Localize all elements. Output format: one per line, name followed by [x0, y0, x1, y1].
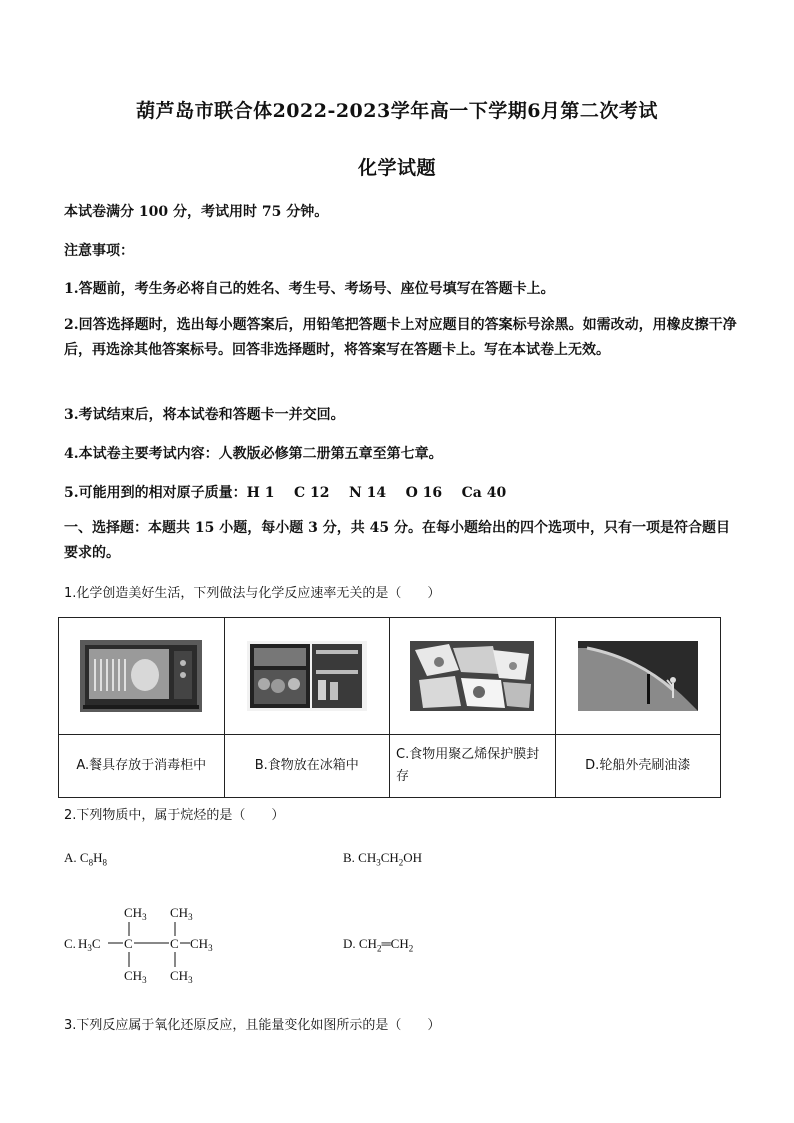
option-c-image-cell — [390, 618, 556, 735]
formula-subscript: 2 — [408, 943, 414, 954]
formula-subscript: 8 — [88, 857, 94, 868]
right-ch3: $CH_3$ — [190, 936, 213, 953]
question-1-stem: 1.化学创造美好生活，下列做法与化学反应速率无关的是（ ） — [64, 586, 441, 601]
note-3: 3.考试结束后，将本试卷和答题卡一并交回。 — [64, 407, 345, 423]
disinfection-cabinet-photo — [79, 639, 203, 713]
option-b-label: B.食物放在冰箱中 — [224, 735, 390, 798]
formula-part: H — [93, 850, 103, 865]
question-2-option-d — [343, 936, 413, 954]
question-1-options-table — [58, 617, 721, 798]
formula-part: CH — [380, 850, 399, 865]
option-a-image-cell — [59, 618, 225, 735]
question-2-stem: 2.下列物质中，属于烷烃的是（ ） — [64, 808, 285, 823]
formula-subscript: 2 — [376, 943, 382, 954]
notice-heading: 注意事项： — [64, 243, 134, 259]
option-a-label: A.餐具存放于消毒柜中 — [59, 735, 225, 798]
refrigerator-photo — [246, 640, 368, 712]
top-right-ch3: $CH_3$ — [170, 905, 193, 922]
option-d-image-cell — [555, 618, 721, 735]
note-2: 2.回答选择题时，选出每小题答案后，用铅笔把答题卡上对应题目的答案标号涂黑。如需改动，用橡皮擦干净后，再选涂其他答案标号。回答非选择题时，将答案写在答题卡上。写在本试卷上无效。 — [64, 317, 737, 358]
question-3-stem: 3.下列反应属于氧化还原反应，且能量变化如图所示的是（ ） — [64, 1018, 441, 1033]
option-d-prefix: D. — [343, 936, 359, 951]
formula-part: C — [79, 850, 89, 865]
score-line: 本试卷满分 100 分，考试用时 75 分钟。 — [64, 204, 329, 220]
formula-part: CH — [358, 936, 377, 951]
formula-part: CH — [358, 850, 377, 865]
section-heading: 一、选择题：本题共 15 小题，每小题 3 分，共 45 分。在每小题给出的四个选项中，只有一项是符合题目要求的。 — [64, 520, 730, 561]
top-left-ch3: $CH_3$ — [124, 905, 147, 922]
note-5: 5.可能用到的相对原子质量：H 1 C 12 N 14 O 16 Ca 40 — [64, 485, 507, 501]
question-2-option-c-label: C. — [64, 936, 76, 951]
left-h3c: $H_3C$ — [78, 936, 101, 953]
option-b-prefix: B. — [343, 850, 359, 865]
note-1: 1.答题前，考生务必将自己的姓名、考生号、考场号、座位号填写在答题卡上。 — [64, 281, 555, 297]
exam-subtitle: 化学试题 — [357, 157, 436, 179]
formula-part: CH — [390, 936, 409, 951]
question-2-option-b — [343, 850, 422, 868]
bottom-left-ch3: $CH_3$ — [124, 968, 147, 985]
formula-subscript: 3 — [376, 857, 381, 868]
right-carbon: C — [170, 936, 179, 951]
double-bond: ═ — [381, 936, 391, 951]
option-c-label: C.食物用聚乙烯保护膜封存 — [390, 735, 556, 798]
question-2-option-a — [64, 850, 107, 868]
formula-subscript: 8 — [102, 857, 107, 868]
ship-hull-painting-photo — [577, 640, 699, 712]
plastic-wrap-food-photo — [409, 640, 535, 712]
formula-subscript: 2 — [398, 857, 404, 868]
formula-part: OH — [403, 850, 423, 865]
option-a-prefix: A. — [64, 850, 80, 865]
exam-title: 葫芦岛市联合体2022-2023学年高一下学期6月第二次考试 — [136, 100, 658, 122]
option-d-label: D.轮船外壳刷油漆 — [555, 735, 721, 798]
option-b-image-cell — [224, 618, 390, 735]
note-4: 4.本试卷主要考试内容：人教版必修第二册第五章至第七章。 — [64, 446, 443, 462]
left-carbon: C — [124, 936, 133, 951]
bottom-right-ch3: $CH_3$ — [170, 968, 193, 985]
neopentane-like-structure-diagram — [78, 900, 228, 986]
